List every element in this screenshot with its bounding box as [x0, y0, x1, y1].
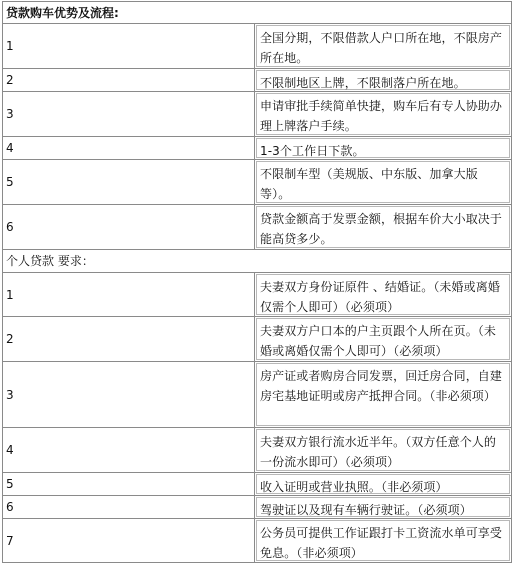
row-number: 3	[3, 362, 255, 427]
table-row	[3, 92, 511, 137]
table-row	[3, 160, 511, 205]
row-description: 公务员可提供工作证跟打卡工资流水单可享受免息。（非必须项）	[256, 520, 510, 561]
table-row	[3, 137, 511, 160]
row-number: 3	[3, 92, 255, 136]
row-number: 2	[3, 317, 255, 361]
row-description: 全国分期，不限借款人户口所在地，不限房产所在地。	[256, 25, 510, 67]
row-number: 7	[3, 519, 255, 562]
table-row	[3, 273, 511, 317]
row-description: 1-3个工作日下款。	[256, 138, 510, 158]
table-row	[3, 69, 511, 92]
table-row	[3, 473, 511, 496]
table-row	[3, 205, 511, 250]
table-row	[3, 362, 511, 428]
row-description: 房产证或者购房合同发票，回迁房合同，自建房宅基地证明或房产抵押合同。（非必须项）	[256, 363, 510, 426]
table-row	[3, 24, 511, 69]
row-number: 2	[3, 69, 255, 91]
row-description: 夫妻双方身份证原件 、结婚证。（未婚或离婚仅需个人即可）（必须项）	[256, 274, 510, 315]
table-row	[3, 496, 511, 519]
row-number: 6	[3, 496, 255, 518]
table-row	[3, 428, 511, 473]
loan-info-table	[2, 1, 512, 563]
table-row	[3, 519, 511, 563]
row-number: 6	[3, 205, 255, 249]
row-number: 5	[3, 473, 255, 495]
row-description: 收入证明或营业执照。（非必须项）	[256, 474, 510, 494]
row-description: 申请审批手续简单快捷，购车后有专人协助办理上牌落户手续。	[256, 93, 510, 135]
row-description: 不限制车型（美规版、中东版、加拿大版等）。	[256, 161, 510, 203]
row-description: 夫妻双方银行流水近半年。（双方任意个人的一份流水即可）（必须项）	[256, 429, 510, 471]
row-number: 5	[3, 160, 255, 204]
row-number: 1	[3, 273, 255, 316]
row-number: 4	[3, 428, 255, 472]
row-number: 1	[3, 24, 255, 68]
section-title-requirements: 个人贷款 要求：	[3, 250, 511, 273]
section-title-advantages: 贷款购车优势及流程:	[3, 1, 511, 24]
row-description: 贷款金额高于发票金额，根据车价大小取决于能高贷多少。	[256, 206, 510, 248]
row-description: 夫妻双方户口本的户主页跟个人所在页。（未婚或离婚仅需个人即可）（必须项）	[256, 318, 510, 360]
row-number: 4	[3, 137, 255, 159]
row-description: 不限制地区上牌，不限制落户所在地。	[256, 70, 510, 90]
row-description: 驾驶证以及现有车辆行驶证。（必须项）	[256, 497, 510, 517]
table-row	[3, 317, 511, 362]
